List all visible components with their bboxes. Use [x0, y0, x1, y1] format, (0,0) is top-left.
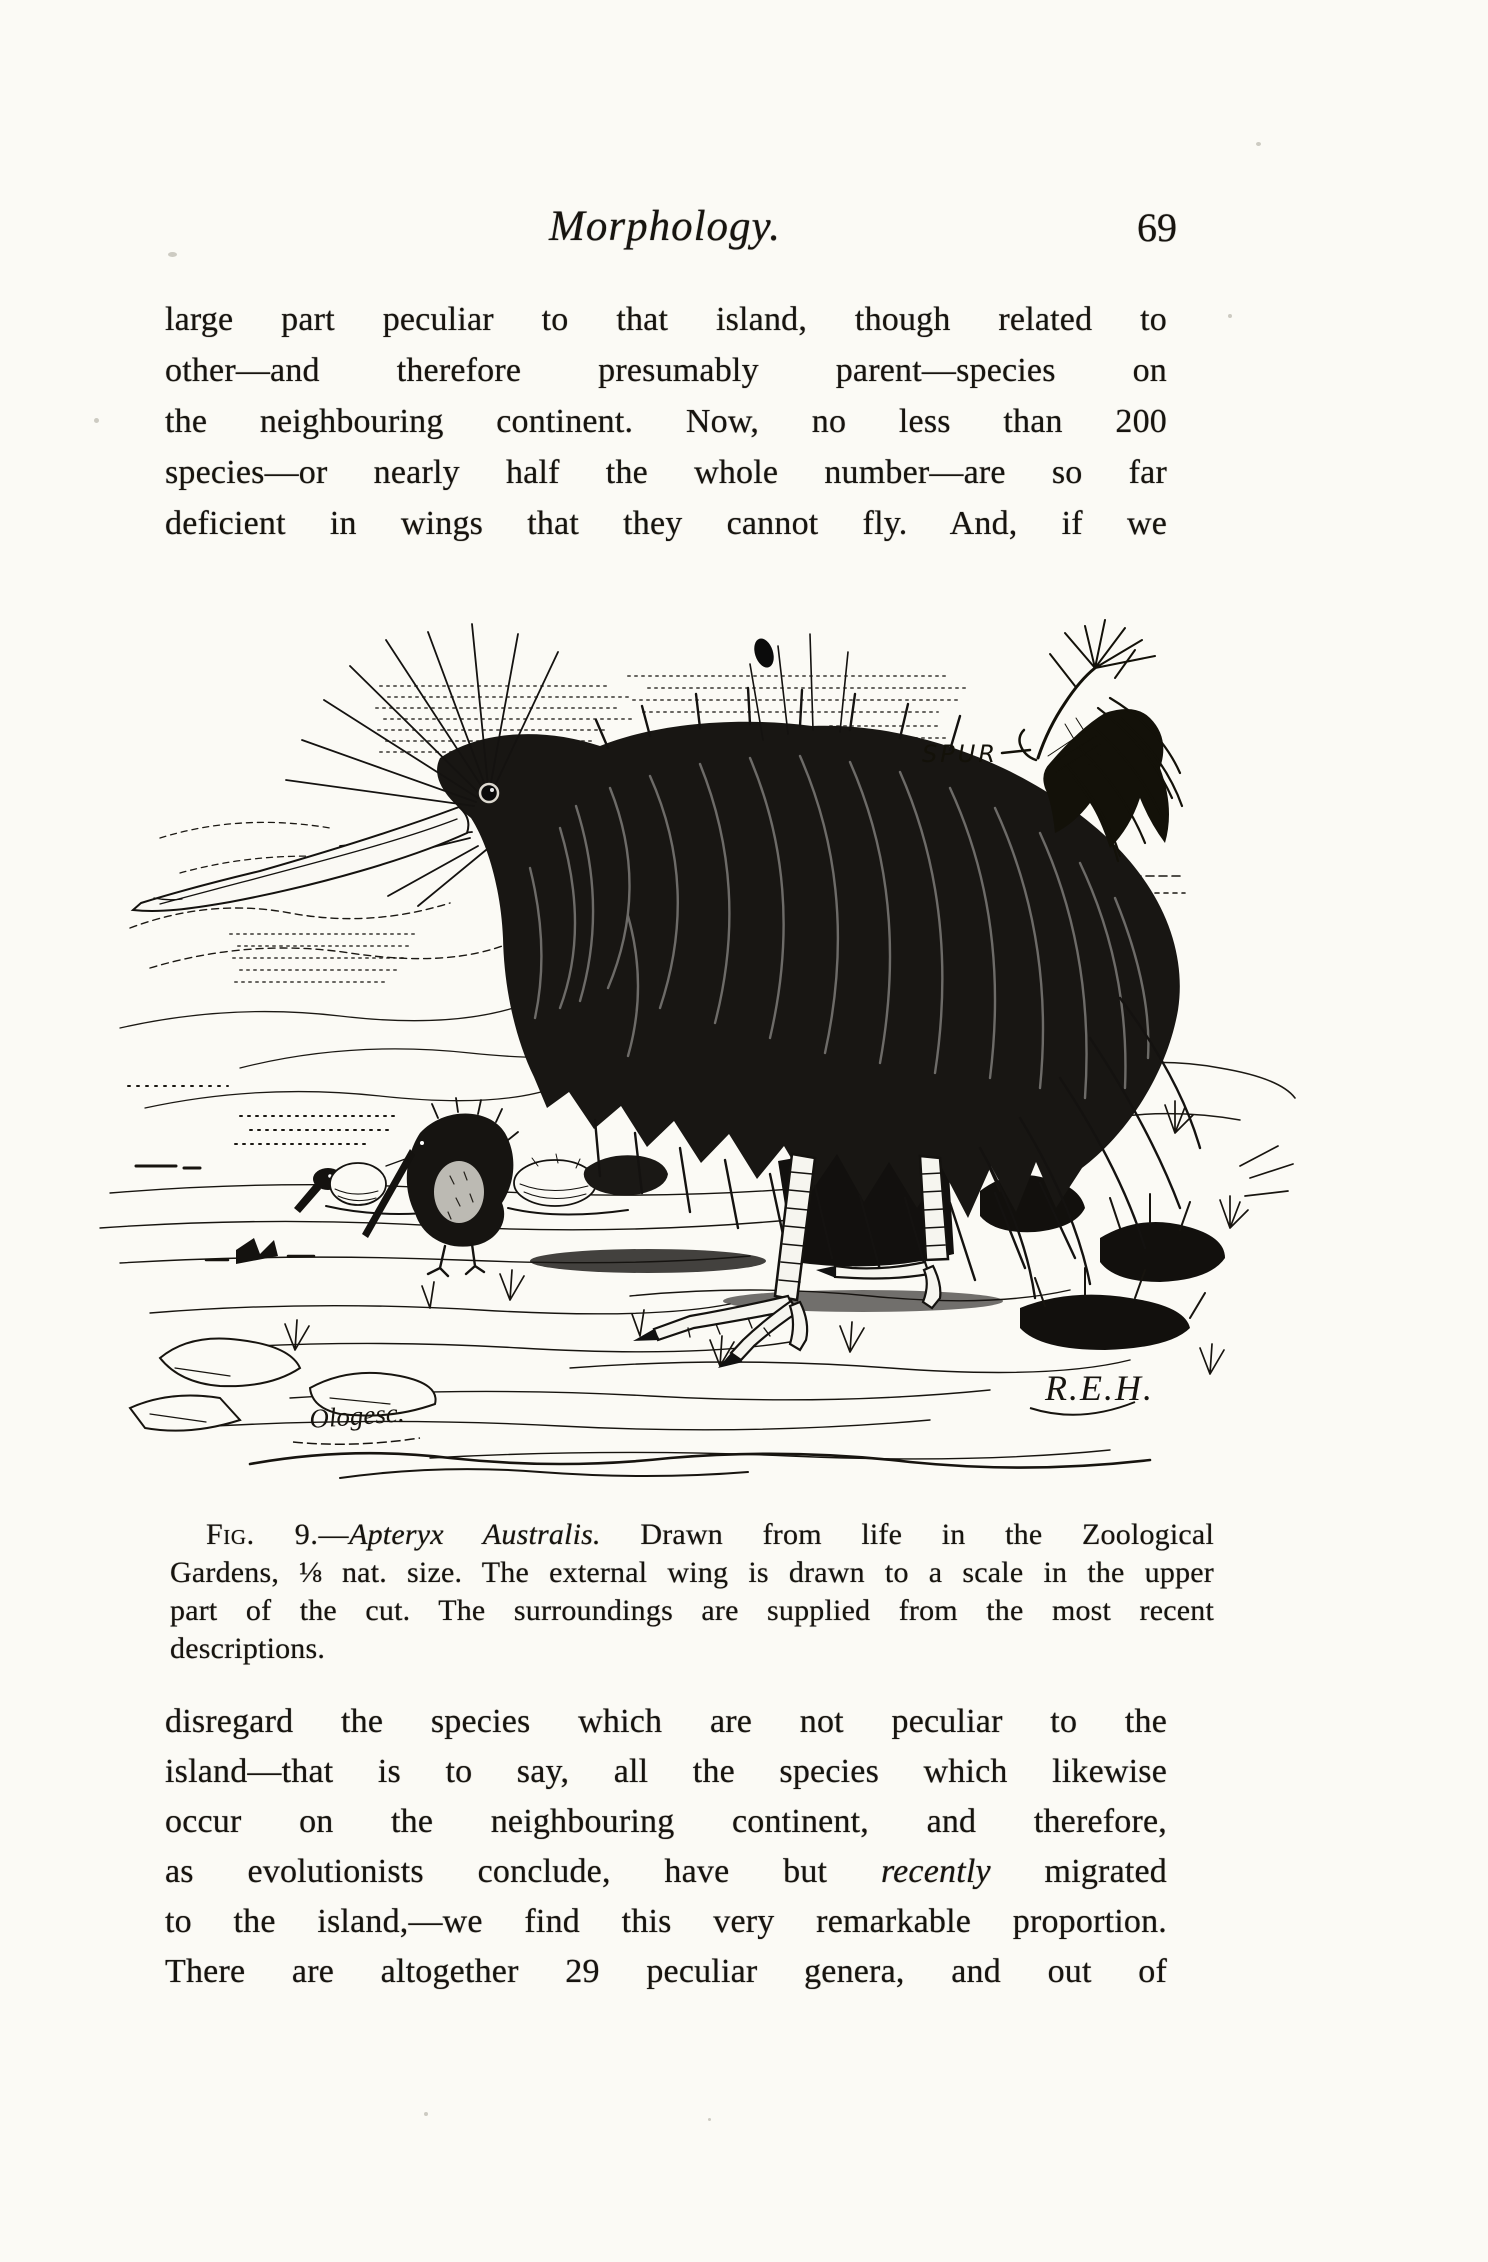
- text-segment: migrated: [990, 1853, 1167, 1890]
- kiwi-beak: [133, 807, 468, 911]
- text-line: There are altogether 29 peculiar genera, and out of: [165, 1953, 1167, 1990]
- scan-speck: [1256, 142, 1261, 146]
- spur-label: SPUR: [922, 740, 998, 768]
- text-segment: as evolutionists conclude, have but: [165, 1853, 881, 1890]
- paragraph-1: [165, 294, 1167, 549]
- page-number: 69: [1137, 205, 1177, 250]
- species-name: Apteryx Australis.: [349, 1518, 601, 1551]
- caption-text: Drawn from life in the Zoological: [600, 1518, 1214, 1551]
- text-line: deficient in wings that they cannot fly. And, if we: [165, 505, 1167, 542]
- text-line: other—and therefore presumably parent—species on: [165, 352, 1167, 389]
- running-head: [165, 202, 1177, 258]
- fig-label: Fig. 9.—: [206, 1518, 350, 1551]
- spur-claw: [1020, 730, 1037, 760]
- scan-speck: [168, 252, 177, 257]
- text-line: disregard the species which are not peculiar to the: [165, 1703, 1167, 1740]
- caption-line: Gardens, ⅛ nat. size. The external wing is drawn to a scale in the upper: [170, 1556, 1214, 1589]
- text-line: island—that is to say, all the species which likewise: [165, 1753, 1167, 1790]
- italic-word: recently: [880, 1853, 991, 1890]
- engraver-signature: Ologesc.: [308, 1397, 406, 1434]
- scan-speck: [1228, 314, 1232, 318]
- scan-speck: [424, 2112, 428, 2116]
- page-title: Morphology.: [549, 203, 781, 250]
- text-line: to the island,—we find this very remarkable proportion.: [165, 1903, 1167, 1940]
- paragraph-2: [165, 1697, 1167, 1997]
- caption-line: [170, 1516, 1214, 1554]
- caption-line: part of the cut. The surroundings are supplied from the most recent: [170, 1594, 1214, 1627]
- figure-caption: [170, 1516, 1214, 1668]
- caption-line: descriptions.: [170, 1632, 326, 1665]
- text-line: the neighbouring continent. Now, no less than 200: [165, 403, 1167, 440]
- text-line: species—or nearly half the whole number—are so far: [165, 454, 1167, 491]
- text-line: large part peculiar to that island, though related to: [165, 301, 1167, 338]
- artist-signature: R.E.H.: [1045, 1368, 1154, 1408]
- scan-speck: [94, 418, 99, 423]
- scan-speck: [708, 2118, 711, 2121]
- kiwi-eye: [480, 784, 498, 802]
- nest-group: [294, 1098, 668, 1276]
- text-line: occur on the neighbouring continent, and therefore,: [165, 1803, 1167, 1840]
- kiwi-illustration: [88, 606, 1398, 1506]
- text-line: [165, 1847, 1167, 1897]
- ink-blot: [751, 636, 777, 670]
